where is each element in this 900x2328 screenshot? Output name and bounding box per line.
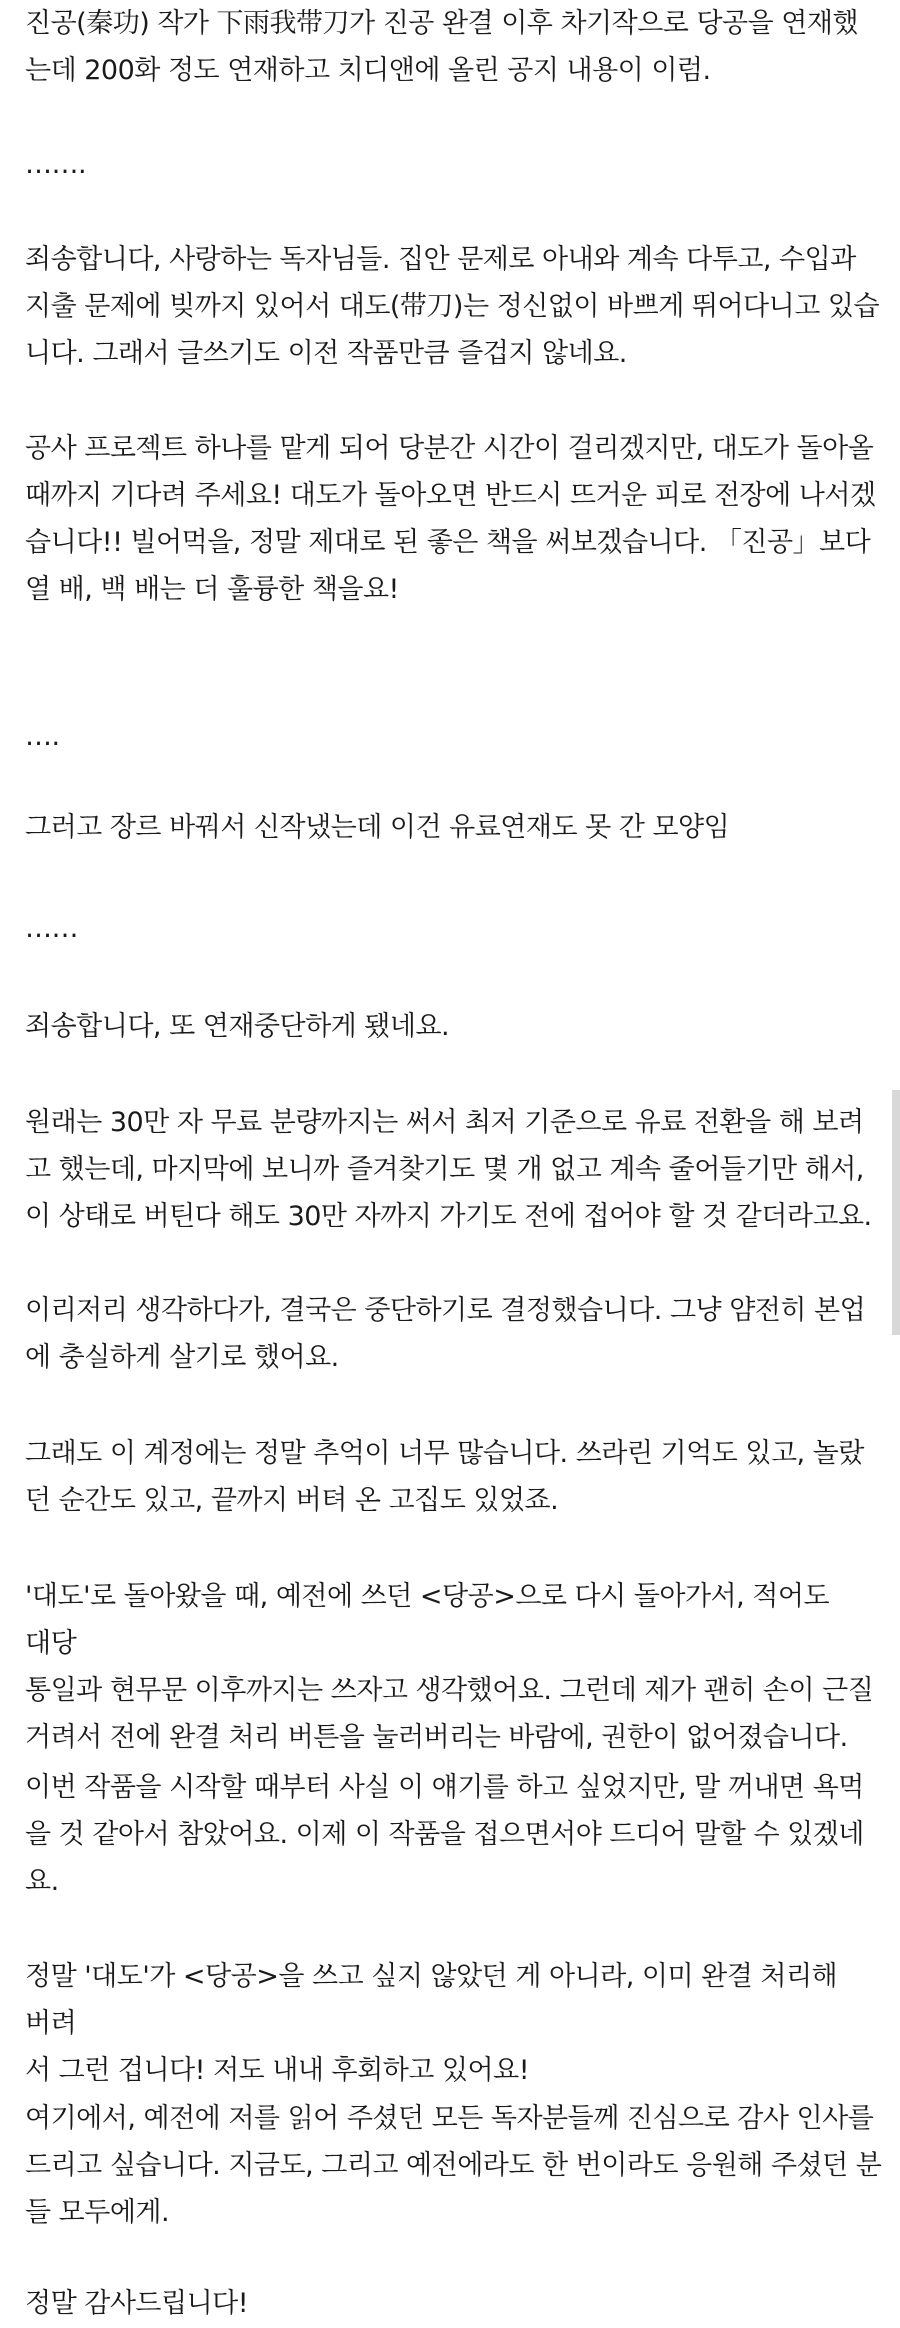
notice-paragraph [25,1953,885,2094]
text-line: 던 순간도 있고, 끝까지 버텨 온 고집도 있었죠. [25,1485,559,1516]
ellipsis-separator: …. [25,721,60,752]
notice-paragraph [25,1430,864,1524]
notice-paragraph [25,236,879,377]
notice-paragraph [25,1764,864,1905]
text-line: 여기에서, 예전에 저를 읽어 주셨던 모든 독자분들께 진심으로 감사 인사를 [25,2103,874,2134]
text-line: 지출 문제에 빚까지 있어서 대도(带刀)는 정신없이 바쁘게 뛰어다니고 있습 [25,291,880,322]
text-line: 죄송합니다, 사랑하는 독자님들. 집안 문제로 아내와 계속 다투고, 수입과 [25,244,856,275]
text-line: 들 모두에게. [25,2197,170,2228]
text-line: 서 그런 겁니다! 저도 내내 후회하고 있어요! [25,2055,530,2086]
notice-paragraph [25,425,876,613]
text-line: 때까지 기다려 주세요! 대도가 돌아오면 반드시 뜨거운 피로 전장에 나서겠 [25,480,876,511]
intro-paragraph [25,0,858,94]
text-line: 을 것 같아서 참았어요. 이제 이 작품을 접으면서야 드디어 말할 수 있겠네 [25,1819,864,1850]
text-line: 습니다!! 빌어먹을, 정말 제대로 된 좋은 책을 써보겠습니다. 「진공」보다 [25,527,871,558]
notice-paragraph [25,1573,885,1761]
text-line: 드리고 싶습니다. 지금도, 그리고 예전에라도 한 번이라도 응원해 주셨던 분 [25,2150,882,2181]
ellipsis-separator: ……. [25,149,87,180]
text-line: '대도'로 돌아왔을 때, 예전에 쓰던 <당공>으로 다시 돌아가서, 적어도 대당 [25,1581,830,1659]
notice-paragraph [25,2095,881,2236]
text-line: 공사 프로젝트 하나를 맡게 되어 당분간 시간이 걸리겠지만, 대도가 돌아올 [25,433,874,464]
text-line: 거려서 전에 완결 처리 버튼을 눌러버리는 바람에, 권한이 없어졌습니다. [25,1722,848,1753]
text-line: 고 했는데, 마지막에 보니까 즐겨찾기도 몇 개 없고 계속 줄어들기만 해서, [25,1154,864,1185]
scrollbar[interactable] [892,1090,900,1335]
text-line: 이리저리 생각하다가, 결국은 중단하기로 결정했습니다. 그냥 얌전히 본업 [25,1295,866,1326]
text-line: 열 배, 백 배는 더 훌륭한 책을요! [25,574,399,605]
closing-line: 정말 감사드립니다! [25,2288,249,2319]
text-line: 원래는 30만 자 무료 분량까지는 써서 최저 기준으로 유료 전환을 해 보려 [25,1107,864,1138]
text-line: 이번 작품을 시작할 때부터 사실 이 얘기를 하고 싶었지만, 말 꺼내면 욕먹 [25,1772,864,1803]
text-line: 니다. 그래서 글쓰기도 이전 작품만큼 즐겁지 않네요. [25,338,627,369]
text-line: 요. [25,1866,59,1897]
ellipsis-separator: …… [25,913,78,944]
notice-paragraph: 죄송합니다, 또 연재중단하게 됐네요. [25,1011,450,1042]
text-line: 정말 '대도'가 <당공>을 쓰고 싶지 않았던 게 아니라, 이미 완결 처리해 버려 [25,1961,838,2039]
text-line: 이 상태로 버틴다 해도 30만 자까지 가기도 전에 접어야 할 것 같더라고요. [25,1201,872,1232]
text-line: 진공(秦功) 작가 下雨我带刀가 진공 완결 이후 차기작으로 당공을 연재했 [25,8,859,39]
notice-paragraph [25,1287,865,1381]
commentary-paragraph: 그러고 장르 바꿔서 신작냈는데 이건 유료연재도 못 간 모양임 [25,812,730,843]
notice-paragraph [25,1099,872,1240]
text-line: 에 충실하게 살기로 했어요. [25,1342,339,1373]
text-line: 그래도 이 계정에는 정말 추억이 너무 많습니다. 쓰라린 기억도 있고, 놀랐 [25,1438,864,1469]
text-line: 통일과 현무문 이후까지는 쓰자고 생각했어요. 그런데 제가 괜히 손이 근질 [25,1675,874,1706]
text-line: 는데 200화 정도 연재하고 치디앤에 올린 공지 내용이 이럼. [25,55,711,86]
